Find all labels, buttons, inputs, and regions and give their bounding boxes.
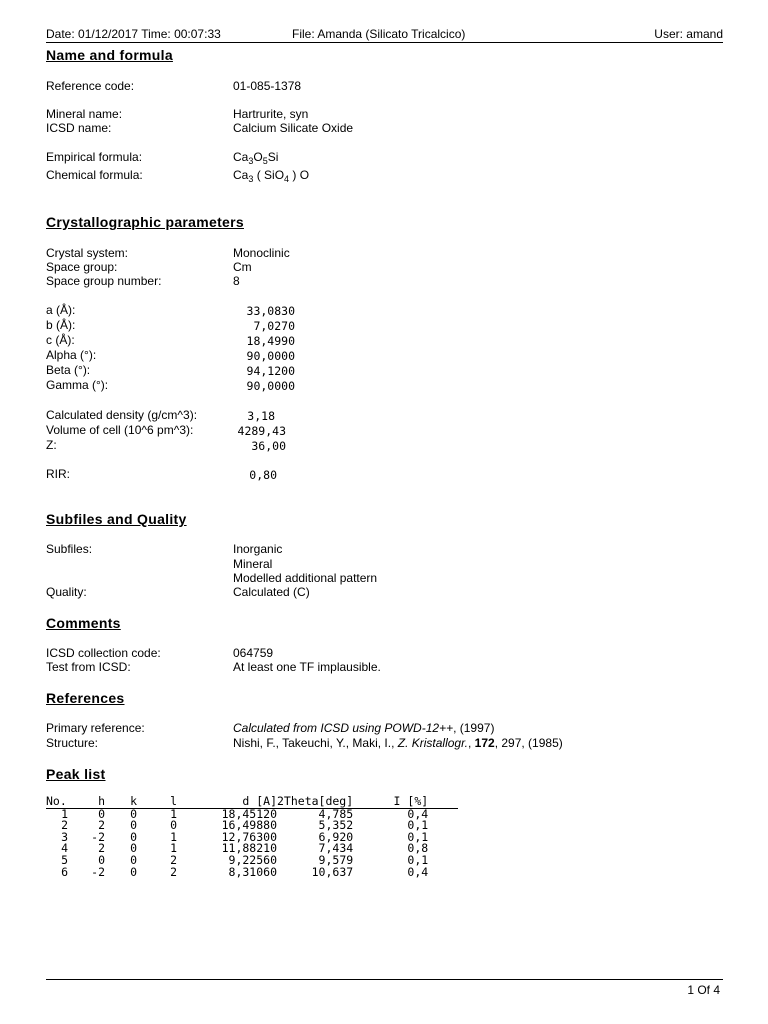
table-cell: 4 (61, 841, 68, 856)
table-cell: 0 (130, 818, 137, 833)
table-cell: 0 (130, 864, 137, 879)
peak-col-l: l (137, 796, 177, 808)
a-value: 33,0830 (246, 304, 295, 318)
structure-reference-value (233, 736, 563, 750)
table-cell: 11,88210 (221, 841, 277, 856)
icsd-code-label: ICSD collection code: (46, 646, 161, 660)
table-cell: 0,1 (407, 818, 429, 833)
empirical-formula-value: $Ca_3O_5Si$ (233, 150, 279, 166)
b-label: b (Å): (46, 318, 76, 332)
section-title-subfiles: Subfiles and Quality (46, 511, 187, 527)
table-cell: 2 (170, 852, 177, 867)
table-cell: 12,76300 (221, 829, 277, 844)
table-cell: 1 (170, 829, 177, 844)
peak-col-no: No. (46, 794, 67, 808)
table-cell: 2 (98, 841, 105, 856)
reference-code-label: Reference code: (46, 79, 135, 93)
table-cell: 0,4 (407, 806, 429, 821)
table-cell: 0 (130, 841, 137, 856)
b-value: 7,0270 (253, 319, 295, 333)
quality-label: Quality: (46, 585, 87, 599)
icsd-code-value: 064759 (233, 646, 274, 660)
density-value: 3,18 (247, 409, 275, 423)
table-cell-spacer (428, 855, 458, 867)
table-cell-spacer (428, 820, 458, 832)
peak-col-k: k (105, 796, 137, 808)
structure-reference-label: Structure: (46, 736, 99, 750)
section-title-references: References (46, 690, 125, 706)
table-cell-spacer (428, 832, 458, 844)
header-file: File: Amanda (Silicato Tricalcico) (292, 27, 466, 41)
table-cell: 10,637 (311, 864, 354, 879)
structure-volume: 172 (474, 736, 495, 750)
table-cell-spacer (428, 867, 458, 879)
table-row (46, 867, 458, 879)
reference-code-value: 01-085-1378 (233, 79, 302, 93)
crystal-system-value: Monoclinic (233, 246, 290, 260)
beta-label: Beta (°): (46, 363, 91, 377)
primary-reference-label: Primary reference: (46, 721, 145, 735)
a-label: a (Å): (46, 303, 76, 317)
table-cell: 16,49880 (221, 818, 277, 833)
primary-reference-source: Calculated from ICSD using POWD-12++ (233, 721, 454, 735)
table-cell: 0,1 (407, 852, 429, 867)
table-cell: 0 (170, 818, 177, 833)
table-cell: 5,352 (318, 818, 354, 833)
footer-rule (46, 979, 723, 980)
alpha-label: Alpha (°): (46, 348, 97, 362)
peak-col-intensity: I [%] (353, 796, 428, 808)
mineral-name-label: Mineral name: (46, 107, 123, 121)
alpha-value: 90,0000 (246, 349, 295, 363)
peak-col-d: d [A] (177, 796, 277, 808)
space-group-value: Cm (233, 260, 252, 274)
subfiles-value-2: Mineral (233, 557, 273, 571)
table-cell-spacer (428, 843, 458, 855)
table-cell: 0 (98, 806, 105, 821)
table-cell: 8,31060 (228, 864, 277, 879)
subfiles-value-1: Inorganic (233, 542, 283, 556)
peak-list-table (46, 796, 458, 878)
table-cell: 0,8 (407, 841, 429, 856)
space-group-number-label: Space group number: (46, 274, 162, 288)
gamma-value: 90,0000 (246, 379, 295, 393)
empirical-formula-label: Empirical formula: (46, 150, 143, 164)
chemical-formula-label: Chemical formula: (46, 168, 143, 182)
structure-authors: Nishi, F., Takeuchi, Y., Maki, I., (233, 736, 398, 750)
header-rule (46, 42, 723, 43)
table-cell: 1 (170, 806, 177, 821)
table-cell: 7,434 (318, 841, 354, 856)
structure-pages-year: , 297, (1985) (494, 736, 563, 750)
icsd-name-value: Calcium Silicate Oxide (233, 121, 354, 135)
chemical-formula-value: $Ca_3$ ( SiO$_4$ ) O (233, 168, 310, 184)
peak-col-2theta: 2Theta[deg] (277, 794, 354, 808)
structure-journal: Z. Kristallogr. (397, 736, 468, 750)
quality-value: Calculated (C) (233, 585, 310, 599)
table-cell: 9,22560 (228, 852, 277, 867)
rir-value: 0,80 (249, 468, 277, 482)
table-cell: 1 (170, 841, 177, 856)
volume-label: Volume of cell (10^6 pm^3): (46, 423, 194, 437)
header-datetime: Date: 01/12/2017 Time: 00:07:33 (46, 27, 221, 41)
table-cell: 6 (61, 864, 68, 879)
section-title-peak-list: Peak list (46, 766, 106, 782)
primary-reference-year: , (1997) (453, 721, 495, 735)
page-number: 1 Of 4 (687, 983, 720, 997)
table-cell: 0,4 (407, 864, 429, 879)
table-cell: 6,920 (318, 829, 354, 844)
test-icsd-value: At least one TF implausible. (233, 660, 381, 674)
table-cell: 0,1 (407, 829, 429, 844)
table-cell: 0 (130, 852, 137, 867)
peak-col-spacer (428, 796, 458, 808)
section-title-name-formula: Name and formula (46, 47, 173, 63)
structure-sep: , (468, 736, 475, 750)
section-title-comments: Comments (46, 615, 121, 631)
rir-label: RIR: (46, 467, 70, 481)
section-title-crystallographic: Crystallographic parameters (46, 214, 244, 230)
subfiles-label: Subfiles: (46, 542, 93, 556)
density-label: Calculated density (g/cm^3): (46, 408, 198, 422)
table-cell: 0 (98, 852, 105, 867)
table-cell: 0 (130, 829, 137, 844)
subfiles-value-3: Modelled additional pattern (233, 571, 378, 585)
volume-value: 4289,43 (237, 424, 286, 438)
header-user: User: amand (654, 27, 723, 41)
table-cell: 1 (61, 806, 68, 821)
table-cell: -2 (91, 864, 105, 879)
c-value: 18,4990 (246, 334, 295, 348)
gamma-label: Gamma (°): (46, 378, 109, 392)
table-cell: 3 (61, 829, 68, 844)
z-label: Z: (46, 438, 57, 452)
table-cell: 4,785 (318, 806, 354, 821)
primary-reference-value (233, 721, 494, 735)
space-group-number-value: 8 (233, 274, 240, 288)
z-value: 36,00 (251, 439, 286, 453)
table-cell: -2 (91, 829, 105, 844)
c-label: c (Å): (46, 333, 75, 347)
crystal-system-label: Crystal system: (46, 246, 129, 260)
table-cell: 9,579 (318, 852, 354, 867)
table-cell: 5 (61, 852, 68, 867)
table-cell-spacer (428, 808, 458, 820)
table-cell: 2 (61, 818, 68, 833)
beta-value: 94,1200 (246, 364, 295, 378)
peak-col-h: h (68, 796, 105, 808)
table-cell: 18,45120 (221, 806, 277, 821)
table-cell: 2 (98, 818, 105, 833)
icsd-name-label: ICSD name: (46, 121, 112, 135)
mineral-name-value: Hartrurite, syn (233, 107, 309, 121)
table-cell: 2 (170, 864, 177, 879)
table-cell: 0 (130, 806, 137, 821)
test-icsd-label: Test from ICSD: (46, 660, 131, 674)
space-group-label: Space group: (46, 260, 118, 274)
